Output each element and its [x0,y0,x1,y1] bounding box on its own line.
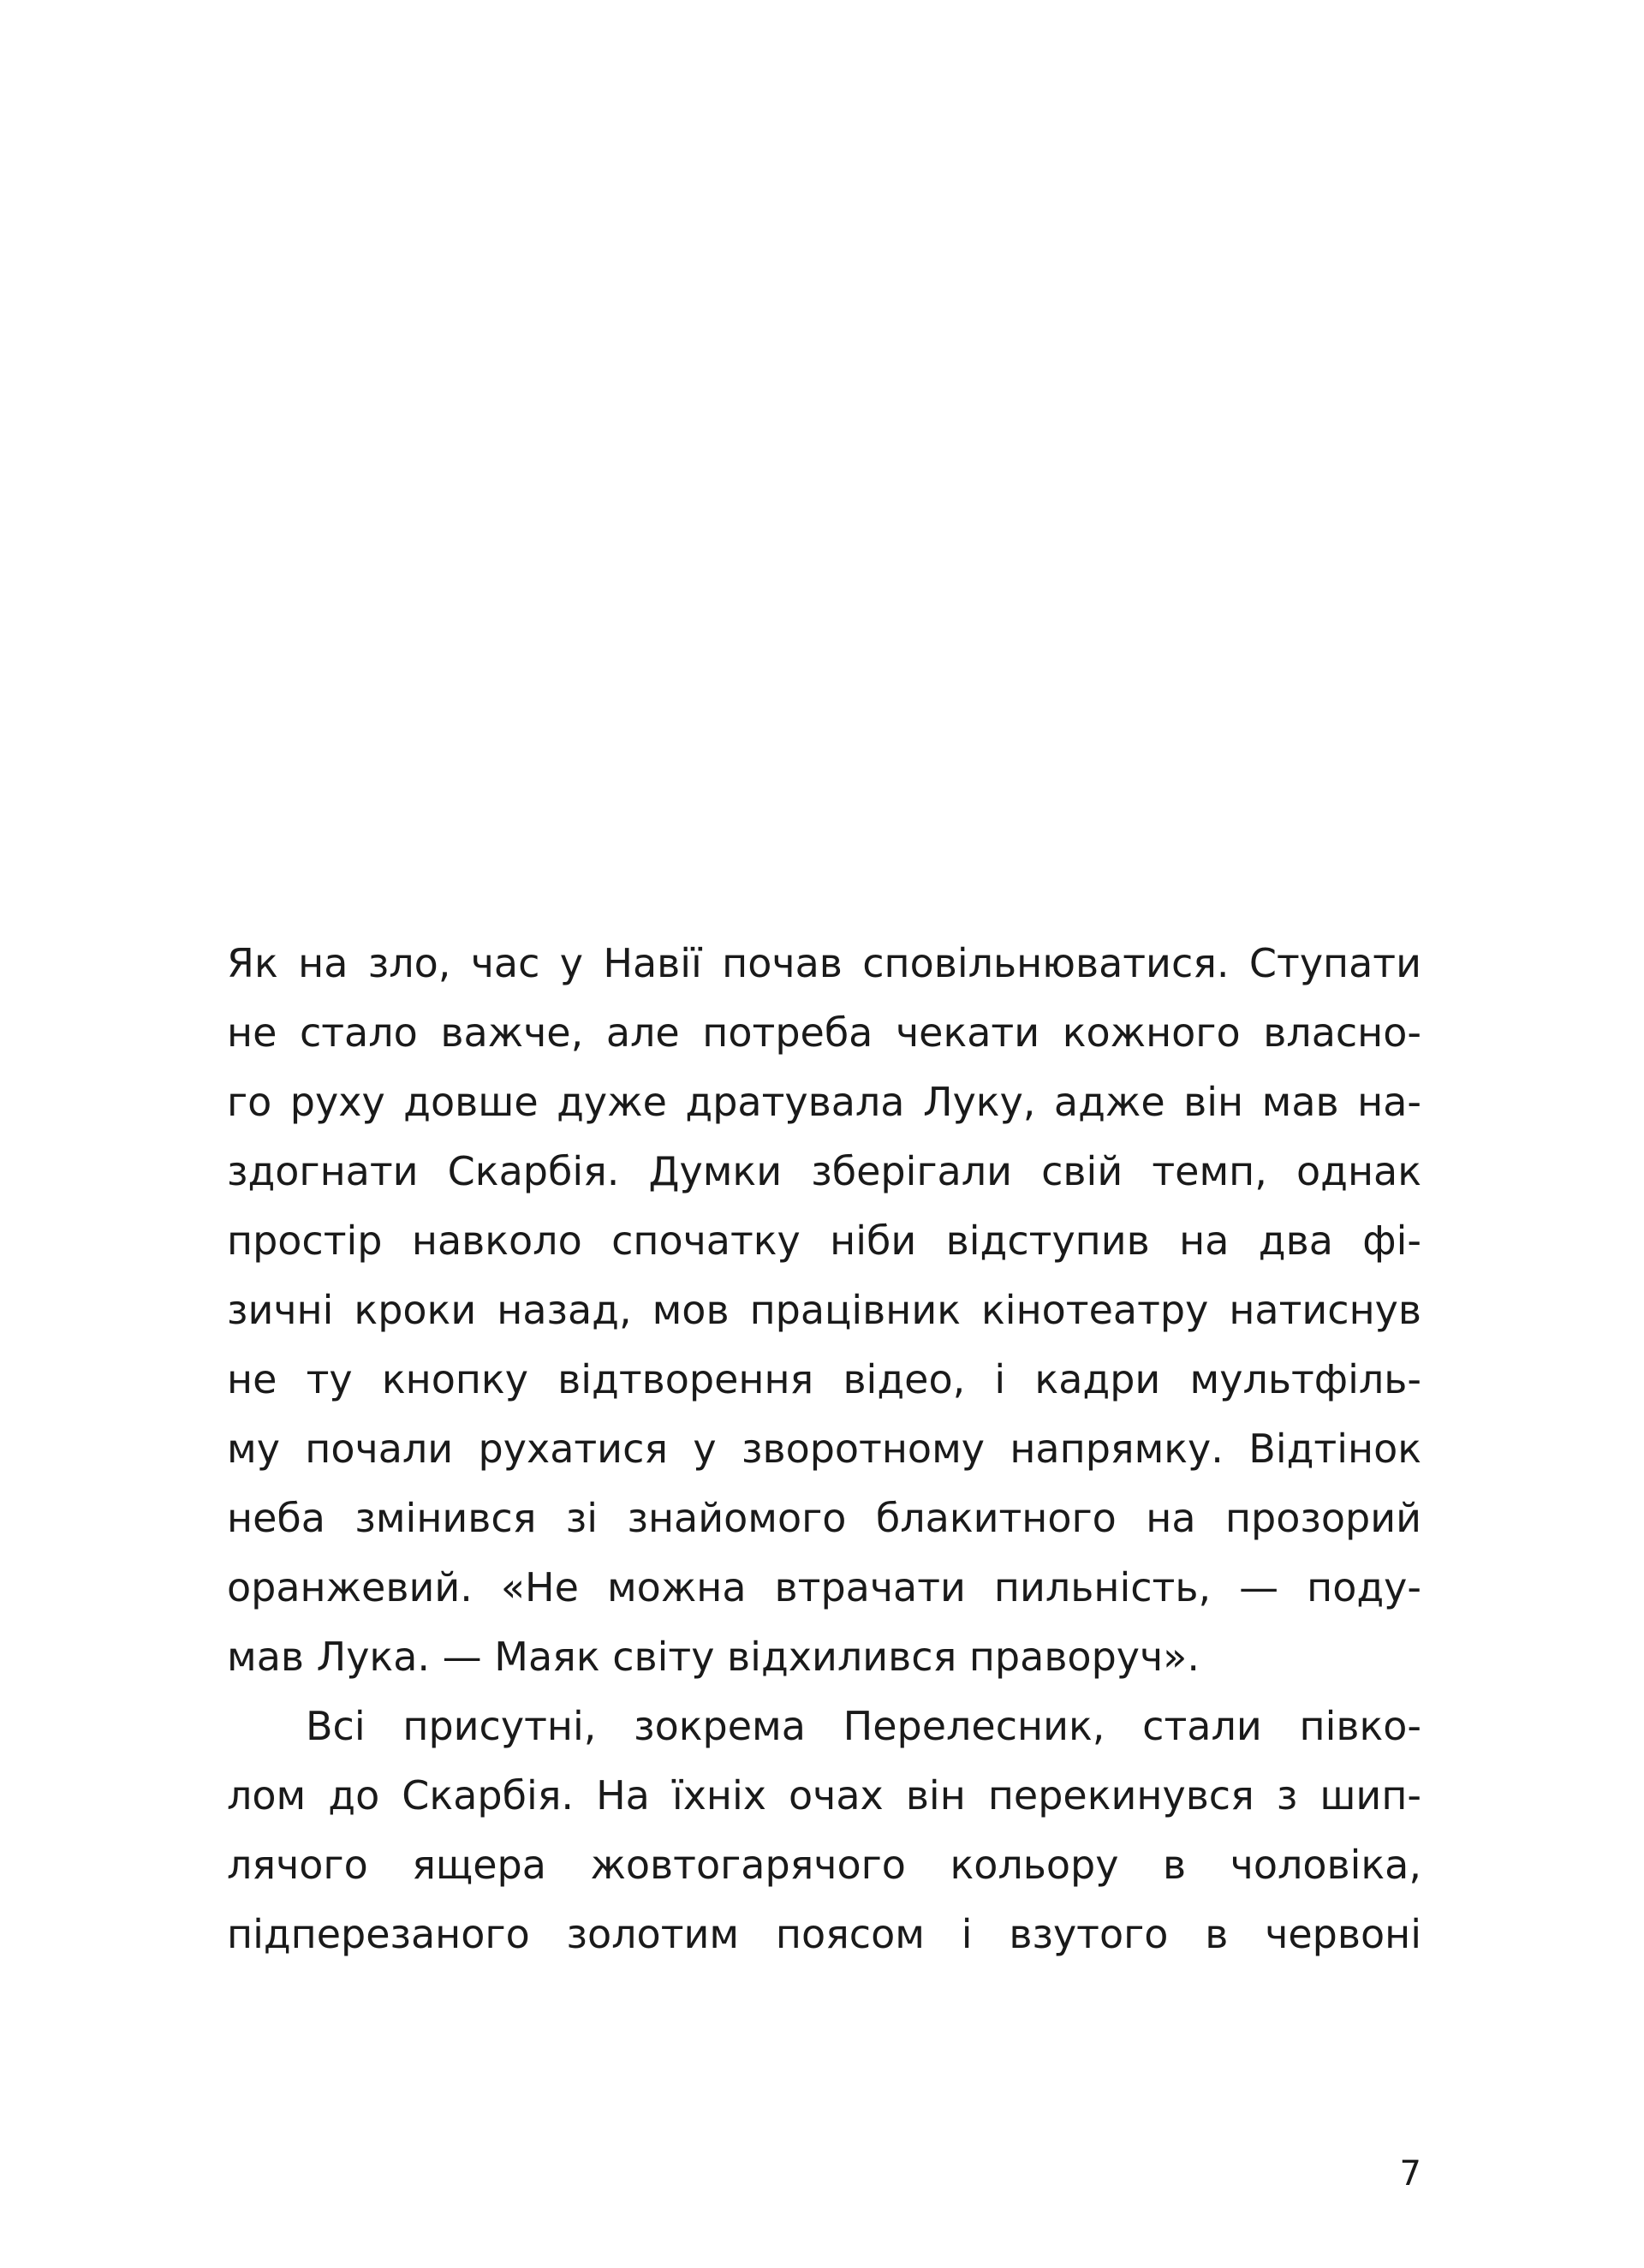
text-line: лячого ящера жовтогарячого кольору в чоловіка, [227,1842,1421,1888]
body-text [227,929,1421,1969]
text-line: неба змінився зі знайомого блакитного на прозорий [227,1495,1421,1541]
text-line: зичні кроки назад, мов працівник кінотеатру натиснув [227,1287,1421,1333]
text-line: му почали рухатися у зворотному напрямку. Відтінок [227,1426,1421,1472]
text-line: Всі присутні, зокрема Перелесник, стали півко- [306,1703,1421,1749]
text-line: підперезаного золотим поясом і взутого в червоні [227,1911,1421,1957]
text-line: здогнати Скарбія. Думки зберігали свій темп, однак [227,1148,1421,1194]
paragraph-1 [227,929,1421,1692]
text-line: го руху довше дуже дратувала Луку, адже він мав на- [227,1079,1421,1125]
text-line: мав Лука. — Маяк світу відхилився праворуч». [227,1634,1200,1680]
text-line: Як на зло, час у Навії почав сповільнюватися. Ступати [227,940,1421,986]
text-line: простір навколо спочатку ніби відступив на два фі- [227,1217,1421,1264]
text-line: не ту кнопку відтворення відео, і кадри мультфіль- [227,1356,1421,1402]
text-line: оранжевий. «Не можна втрачати пильність, — поду- [227,1564,1421,1610]
text-line: не стало важче, але потреба чекати кожного власно- [227,1009,1421,1056]
paragraph-2 [227,1692,1421,1969]
text-line: лом до Скарбія. На їхніх очах він перекинувся з шип- [227,1772,1421,1819]
page-number: 7 [1399,2154,1421,2194]
